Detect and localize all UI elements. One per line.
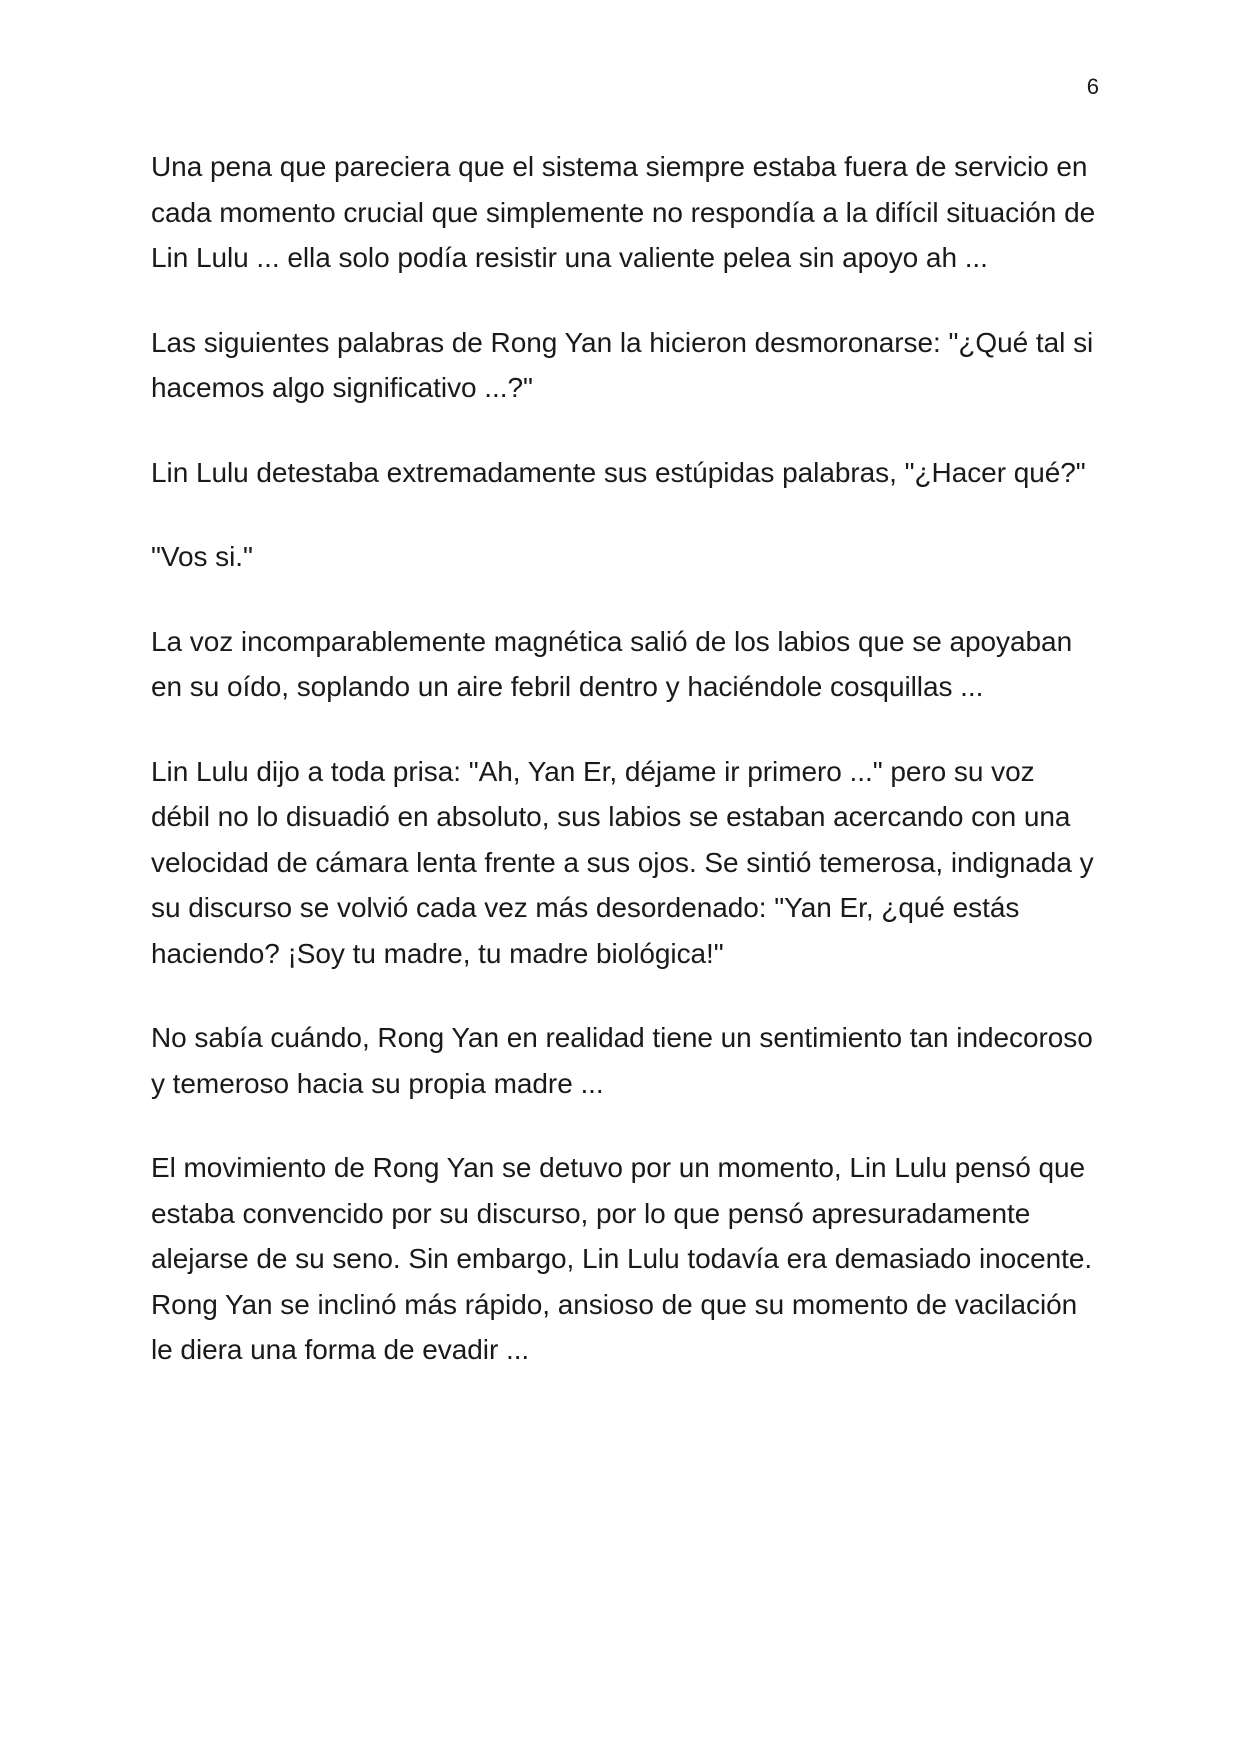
paragraph: Lin Lulu detestaba extremadamente sus estúpidas palabras, "¿Hacer qué?" xyxy=(151,456,1086,488)
paragraph: Las siguientes palabras de Rong Yan la hicieron desmoronarse: "¿Qué tal si hacemos algo significativo ...?" xyxy=(151,326,1094,403)
paragraph: El movimiento de Rong Yan se detuvo por un momento, Lin Lulu pensó que estaba convencido por su discurso, por lo que pensó apresuradamente alejarse de su seno. Sin embargo, Lin Lulu todavía era demasiado inocente. Rong Yan se inclinó más rápido, ansioso de que su momento de vacilación le diera una forma de evadir ... xyxy=(151,1152,1093,1365)
body-text xyxy=(151,144,1096,1412)
paragraph: No sabía cuándo, Rong Yan en realidad tiene un sentimiento tan indecoroso y temeroso hacia su propia madre ... xyxy=(151,1022,1093,1099)
paragraph: "Vos si." xyxy=(151,541,253,572)
paragraph: La voz incomparablemente magnética salió de los labios que se apoyaban en su oído, soplando un aire febril dentro y haciéndole cosquillas ... xyxy=(151,625,1073,702)
paragraph: Una pena que pareciera que el sistema siempre estaba fuera de servicio en cada momento crucial que simplemente no respondía a la difícil situación de Lin Lulu ... ella solo podía resistir una valiente pelea sin apoyo ah ... xyxy=(151,151,1096,273)
page-number: 6 xyxy=(1086,74,1099,99)
paragraph: Lin Lulu dijo a toda prisa: "Ah, Yan Er, déjame ir primero ..." pero su voz débil no lo disuadió en absoluto, sus labios se estaban acercando con una velocidad de cámara lenta frente a sus ojos. Se sintió temerosa, indignada y su discurso se volvió cada vez más desordenado: "Yan Er, ¿qué estás haciendo? ¡Soy tu madre, tu madre biológica!" xyxy=(151,755,1094,969)
